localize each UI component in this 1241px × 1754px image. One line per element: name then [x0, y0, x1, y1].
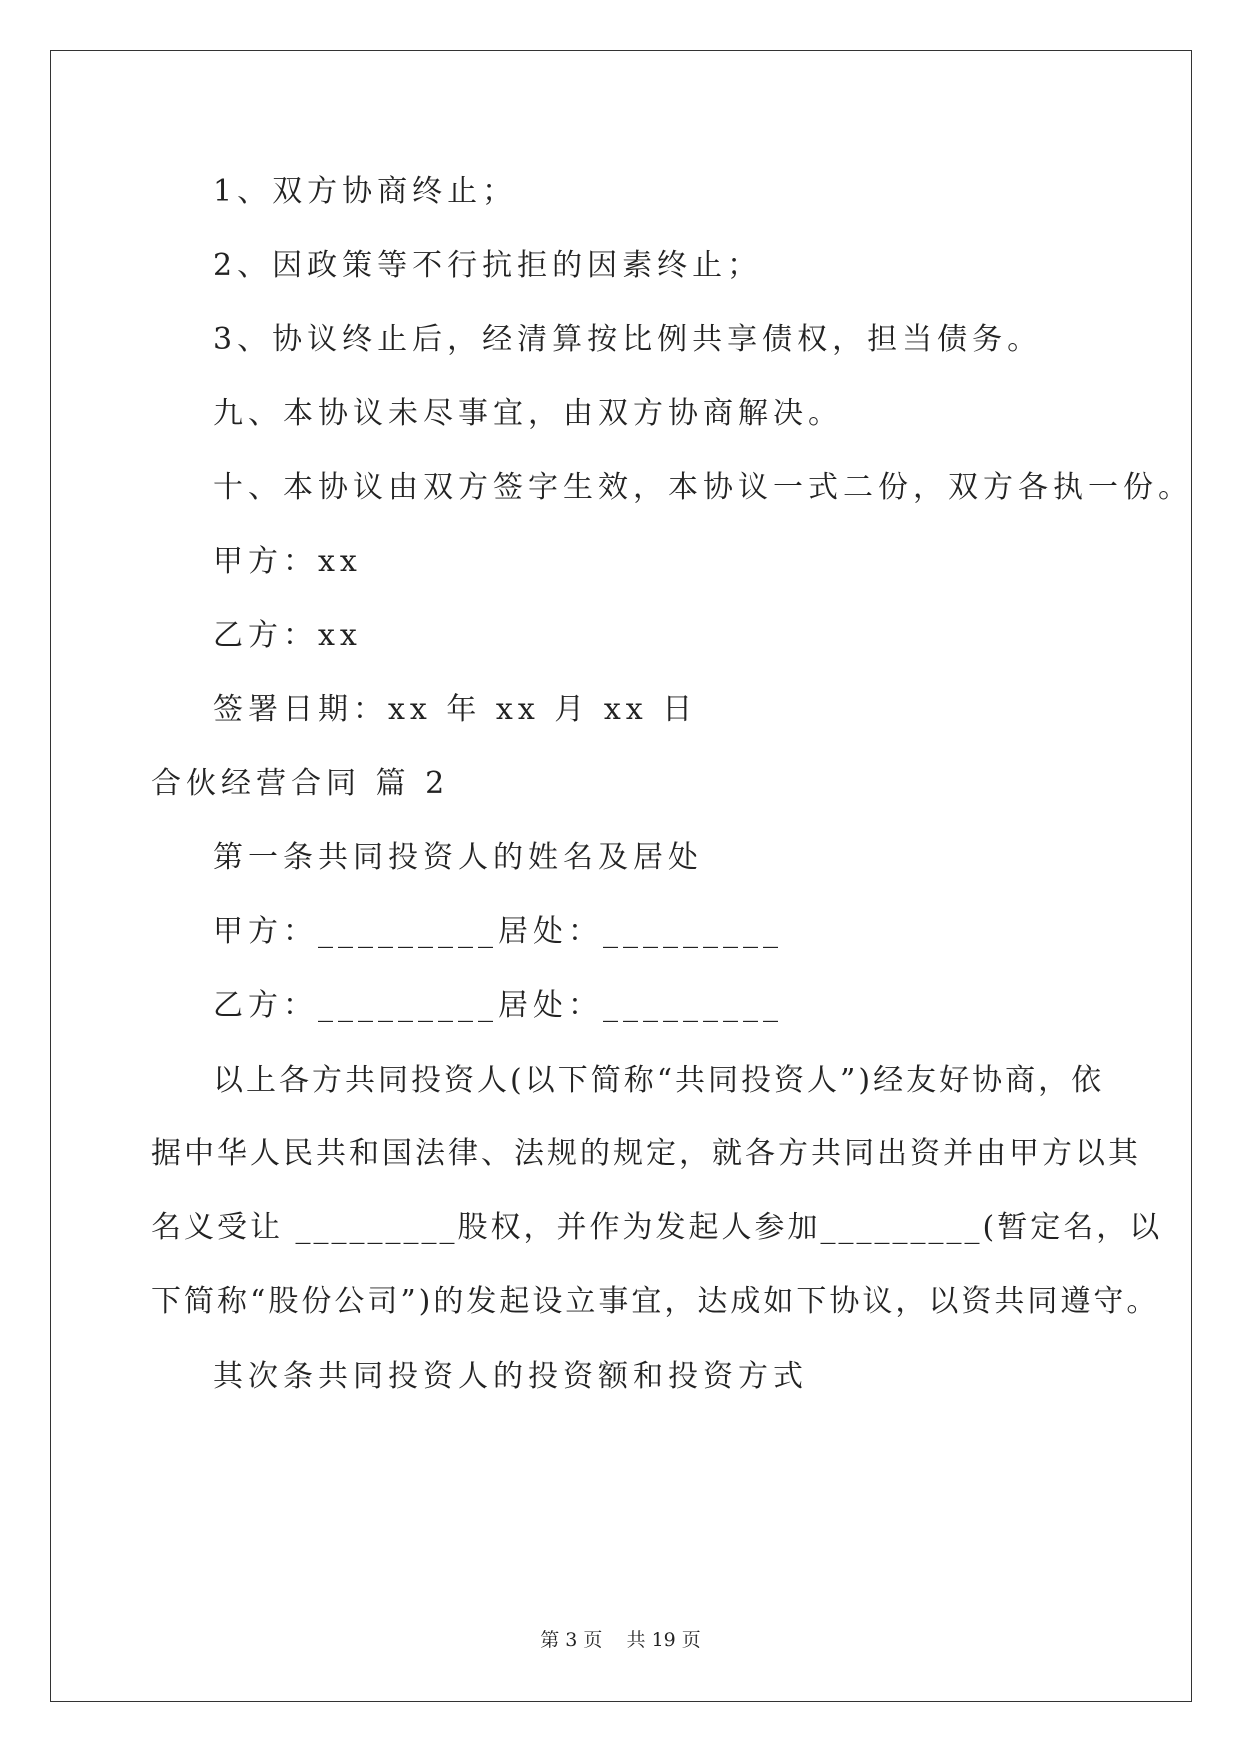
clause-termination-2: 2、因政策等不行抗拒的因素终止； [213, 248, 763, 283]
clause-termination-3: 3、协议终止后，经清算按比例共享债权，担当债务。 [213, 322, 1043, 357]
article-two-title: 其次条共同投资人的投资额和投资方式 [213, 1359, 808, 1394]
clause-termination-1: 1、双方协商终止； [213, 174, 518, 209]
preamble-line-1: 以上各方共同投资人(以下简称“共同投资人”)经友好协商，依 [213, 1063, 1105, 1098]
section-heading: 合伙经营合同 篇 2 [151, 766, 450, 801]
clause-nine: 九、本协议未尽事宜，由双方协商解决。 [213, 396, 843, 431]
signing-date: 签署日期：xx 年 xx 月 xx 日 [213, 692, 698, 727]
article-one-title: 第一条共同投资人的姓名及居处 [213, 840, 703, 875]
party-a-signature: 甲方：xx [213, 544, 362, 579]
preamble-line-2: 据中华人民共和国法律、法规的规定，就各方共同出资并由甲方以其 [151, 1136, 1141, 1171]
party-b-signature: 乙方：xx [213, 618, 362, 653]
preamble-line-4: 下简称“股份公司”)的发起设立事宜，达成如下协议，以资共同遵守。 [151, 1284, 1160, 1319]
party-b-address-line: 乙方：_________居处：_________ [213, 988, 783, 1023]
party-a-address-line: 甲方：_________居处：_________ [213, 914, 783, 949]
clause-ten: 十、本协议由双方签字生效，本协议一式二份，双方各执一份。 [213, 470, 1193, 505]
preamble-line-3: 名义受让 _________股权，并作为发起人参加_________(暂定名，以 [151, 1210, 1163, 1245]
page-number-footer: 第 3 页 共 19 页 [540, 1629, 701, 1651]
